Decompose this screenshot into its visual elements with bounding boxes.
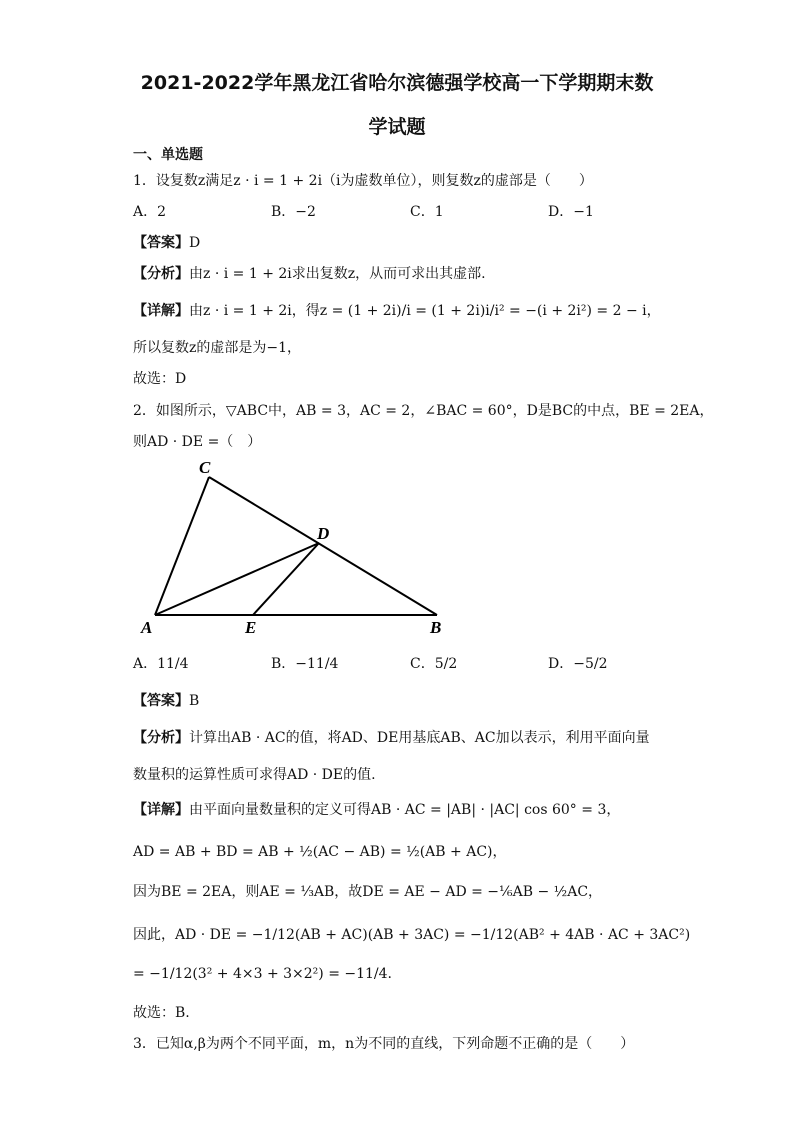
q1-analysis	[133, 264, 486, 284]
analysis-text: 计算出AB · AC的值，将AD、DE用基底AB、AC加以表示，利用平面向量	[189, 730, 650, 746]
side-cb	[209, 477, 437, 615]
q1-option-a: A．2	[133, 204, 167, 220]
q1-detail	[133, 301, 661, 321]
q2-stem-2: 则AD · DE =（ ）	[133, 434, 262, 450]
q2-option-d: D．−5/2	[548, 656, 608, 672]
answer-label: 【答案】	[133, 693, 189, 709]
detail-label: 【详解】	[133, 303, 189, 319]
q1-option-d: D．−1	[548, 204, 594, 220]
detail-text: 由平面向量数量积的定义可得AB · AC = |AB| · |AC| cos 60° = 3，	[189, 802, 621, 818]
q2-answer	[133, 691, 199, 711]
q2-option-c: C．5/2	[410, 656, 458, 672]
analysis-text: 由z · i = 1 + 2i求出复数z，从而可求出其虚部.	[189, 266, 486, 282]
answer-value: D	[189, 235, 201, 251]
q2-detail-4: 因此，AD · DE = −1/12(AB + AC)(AB + 3AC) = −1/12(AB² + 4AB · AC + 3AC²)	[133, 927, 691, 943]
q2-analysis-1	[133, 728, 650, 748]
detail-label: 【详解】	[133, 802, 189, 818]
label-e: E	[245, 618, 257, 637]
q1-detail-2: 所以复数z的虚部是为−1，	[133, 340, 302, 356]
q1-option-c: C．1	[410, 204, 444, 220]
label-c: C	[199, 458, 211, 477]
label-d: D	[317, 524, 330, 543]
analysis-label: 【分析】	[133, 266, 189, 282]
q3-stem: 3．已知α,β为两个不同平面，m，n为不同的直线，下列命题不正确的是（ ）	[133, 1036, 635, 1052]
q1-answer	[133, 233, 200, 253]
q2-analysis-2: 数量积的运算性质可求得AD · DE的值.	[133, 767, 376, 783]
q2-conclusion: 故选：B.	[133, 1005, 190, 1021]
q1-stem: 1．设复数z满足z · i = 1 + 2i（i为虚数单位），则复数z的虚部是（ ）	[133, 173, 593, 189]
answer-label: 【答案】	[133, 235, 189, 251]
q2-option-b: B．−11/4	[271, 656, 339, 672]
detail-text: 由z · i = 1 + 2i，得z = (1 + 2i)/i = (1 + 2i)i/i² = −(i + 2i²) = 2 − i，	[189, 303, 661, 319]
section-heading: 一、单选题	[133, 147, 203, 163]
label-b: B	[430, 618, 442, 637]
q2-option-a: A．11/4	[133, 656, 189, 672]
q2-detail-5: = −1/12(3² + 4×3 + 3×2²) = −11/4.	[133, 966, 393, 982]
answer-value: B	[189, 693, 200, 709]
q1-conclusion: 故选：D	[133, 371, 187, 387]
analysis-label: 【分析】	[133, 730, 189, 746]
label-a: A	[141, 618, 153, 637]
q2-detail-3: 因为BE = 2EA，则AE = ⅓AB，故DE = AE − AD = −⅙AB − ½AC，	[133, 884, 603, 900]
q2-detail-2: AD = AB + BD = AB + ½(AC − AB) = ½(AB + AC)，	[133, 844, 507, 860]
segment-de	[253, 543, 319, 615]
page-title-line2: 学试题	[368, 116, 426, 138]
q2-detail-1	[133, 800, 620, 820]
q1-option-b: B．−2	[271, 204, 316, 220]
q2-stem-1: 2．如图所示，▽ABC中，AB = 3，AC = 2，∠BAC = 60°，D是BC的中点，BE = 2EA，	[133, 403, 714, 419]
triangle-figure	[133, 455, 463, 640]
page-title-line1: 2021-2022学年黑龙江省哈尔滨德强学校高一下学期期末数	[140, 72, 654, 94]
